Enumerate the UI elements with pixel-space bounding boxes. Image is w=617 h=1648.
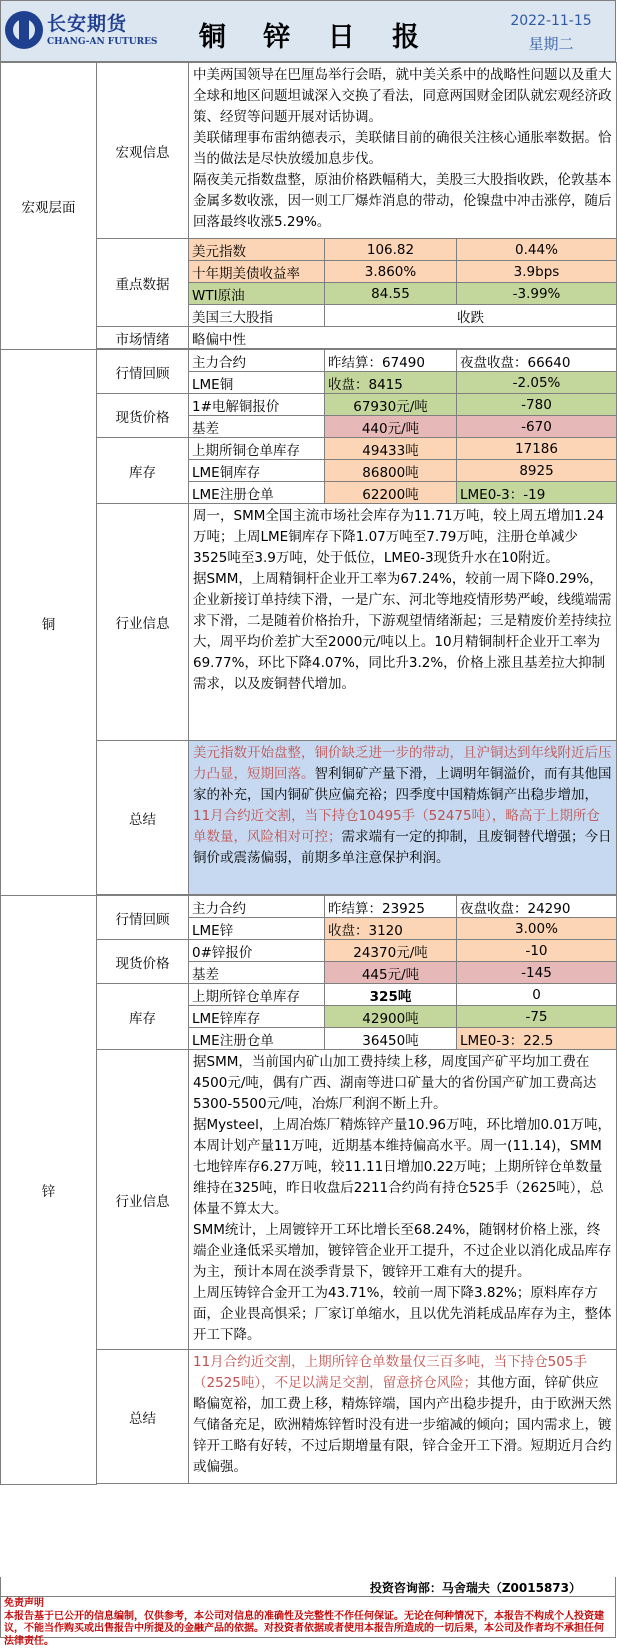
zinc-spot-change: -10: [457, 940, 617, 962]
key-row-name: 美国三大股指: [189, 305, 325, 327]
copper-main-contract: 主力合约: [189, 350, 325, 372]
section-copper: 铜: [1, 350, 97, 896]
inv-row-change: LME0-3：22.5: [457, 1028, 617, 1050]
zinc-main-contract: 主力合约: [189, 896, 325, 918]
copper-industry-label: 行业信息: [97, 504, 189, 741]
zinc-lme-close: 收盘：3120: [325, 918, 457, 940]
key-row-name: 十年期美债收益率: [189, 261, 325, 283]
inv-row-change: -75: [457, 1006, 617, 1028]
summary-highlight: 美元指数开始盘整，铜价缺乏进一步的带动，且沪铜达到年线附近后压力凸显，短期回落。: [193, 745, 612, 782]
copper-spot-label: 现货价格: [97, 394, 189, 438]
inv-row-value: 325吨: [325, 984, 457, 1006]
analyst-signature: [0, 1577, 616, 1597]
copper-spot-value: 67930元/吨: [325, 394, 457, 416]
key-row-value: 84.55: [325, 283, 457, 305]
summary-body: 智利铜矿产量下滑，上调明年铜溢价，而有其他国家的补充，国内铜矿供应偏充裕；四季度中国精炼铜产出稳步增加，: [193, 766, 612, 803]
copper-prev-settle: 昨结算：67490: [325, 350, 457, 372]
report-weekday: 星期二: [491, 33, 611, 54]
copper-basis-change: -670: [457, 416, 617, 438]
copper-inv-label: 库存: [97, 438, 189, 504]
summary-body: 需求端有一定的抑制，且废铜替代增强；今日铜价或震荡偏弱，前期多单注意保护利润。: [193, 829, 612, 866]
zinc-lme-name: LME锌: [189, 918, 325, 940]
zinc-lme-change: 3.00%: [457, 918, 617, 940]
disclaimer: [0, 1597, 616, 1638]
zinc-prev-settle: 昨结算：23925: [325, 896, 457, 918]
zinc-industry-label: 行业信息: [97, 1050, 189, 1350]
zinc-spot-label: 现货价格: [97, 940, 189, 984]
inv-row-name: LME注册仓单: [189, 1028, 325, 1050]
zinc-summary-text: [189, 1350, 617, 1484]
inv-row-change: 17186: [457, 438, 617, 460]
key-row-change: 3.9bps: [457, 261, 617, 283]
copper-spot-name: 1#电解铜报价: [189, 394, 325, 416]
brand-name-cn: 长安期货: [47, 9, 127, 36]
report-header: [0, 0, 616, 62]
summary-highlight: 11月合约近交割，上期所锌仓单数量仅三百多吨，当下持仓505手（2525吨），不足以满足交割，留意挤仓风险；: [193, 1354, 587, 1391]
zinc-basis-name: 基差: [189, 962, 325, 984]
zinc-review-label: 行情回顾: [97, 896, 189, 940]
section-macro: 宏观层面: [1, 63, 97, 350]
copper-lme-change: -2.05%: [457, 372, 617, 394]
signature-text: 投资咨询部：马舍瑞夫（Z0015873）: [370, 1579, 581, 1596]
report-date: 2022-11-15: [491, 13, 611, 29]
zinc-night-close: 夜盘收盘：24290: [457, 896, 617, 918]
key-row-change: 0.44%: [457, 239, 617, 261]
sentiment-label: 市场情绪: [97, 327, 189, 349]
inv-row-name: 上期所锌仓单库存: [189, 984, 325, 1006]
inv-row-value: 49433吨: [325, 438, 457, 460]
copper-review-label: 行情回顾: [97, 350, 189, 394]
inv-row-change: LME0-3：-19: [457, 482, 617, 504]
zinc-basis-change: -145: [457, 962, 617, 984]
zinc-spot-name: 0#锌报价: [189, 940, 325, 962]
copper-basis-value: 440元/吨: [325, 416, 457, 438]
sentiment-value: 略偏中性: [189, 327, 617, 349]
zinc-summary-label: 总结: [97, 1350, 189, 1484]
zinc-basis-value: 445元/吨: [325, 962, 457, 984]
inv-row-value: 36450吨: [325, 1028, 457, 1050]
copper-industry-text: 周一，SMM全国主流市场社会库存为11.71万吨，较上周五增加1.24万吨；上周LME铜库存下降1.07万吨至7.79万吨，注册仓单减少3525吨至3.9万吨，处于低位，LME0-3现货升水在10附近。 据SMM，上周精铜杆企业开工率为67.24%，较前一周下降0.29%，企业新接订单持续下滑，一是广东、河北等地疫情形势严峻，线缆端需求下滑，二是随着价格抬升，下游观望情绪渐起；三是精废价差持续拉大，周平均价差扩大至2000元/吨以上。10月精铜制杆企业开工率为69.77%，环比下降4.07%，同比升3.2%，价格上涨且基差拉大抑制需求，以及废铜替代增加。: [189, 504, 617, 741]
company-logo: [5, 7, 133, 57]
inv-row-value: 86800吨: [325, 460, 457, 482]
report-table: [0, 62, 617, 1485]
copper-basis-name: 基差: [189, 416, 325, 438]
section-zinc: 锌: [1, 896, 97, 1485]
zinc-inv-label: 库存: [97, 984, 189, 1050]
summary-highlight: 11月合约近交割，当下持仓10495手（52475吨），略高于上期所仓单数量，风险相对可控；: [193, 808, 600, 845]
copper-lme-close: 收盘：8415: [325, 372, 457, 394]
inv-row-name: LME注册仓单: [189, 482, 325, 504]
summary-body: 其他方面，锌矿供应略偏宽裕，加工费上移，精炼锌端，国内产出稳步提升，由于欧洲天然气储备充足，欧洲精炼锌暂时没有进一步缩减的倾向；国内需求上，镀锌开工略有好转，不过后期增量有限，锌合金开工下滑。短期近月合约或偏强。: [193, 1375, 612, 1475]
key-row-name: WTI原油: [189, 283, 325, 305]
inv-row-value: 42900吨: [325, 1006, 457, 1028]
copper-spot-change: -780: [457, 394, 617, 416]
inv-row-name: 上期所铜仓单库存: [189, 438, 325, 460]
zinc-industry-text: 据SMM，当前国内矿山加工费持续上移，周度国产矿平均加工费在4500元/吨，偶有广西、湖南等进口矿量大的省份国产矿加工费高达5300-5500元/吨，冶炼厂利润不断上升。 据Mysteel，上周冶炼厂精炼锌产量10.96万吨，环比增加0.01万吨，本周计划产量11万吨，近期基本维持偏高水平。周一(11.14)，SMM七地锌库存6.27万吨，较11.11日增加0.22万吨；上期所锌仓单数量维持在325吨，昨日收盘后2211合约尚有持仓525手（2625吨），总体量不算太大。 SMM统计，上周镀锌开工环比增长至68.24%，随钢材价格上涨，终端企业逢低采买增加，镀锌管企业开工提升，不过企业以消化成品库存为主，预计本周在淡季背景下，镀锌开工难有大的提升。 上周压铸锌合金开工为43.71%，较前一周下降3.82%；原料库存方面，企业畏高惧采；厂家订单缩水，且以优先消耗成品库存为主，整体开工下降。: [189, 1050, 617, 1350]
brand-name-en: CHANG-AN FUTURES: [47, 37, 157, 47]
copper-summary-text: [189, 741, 617, 895]
logo-emblem-icon: [5, 11, 43, 49]
macro-info-text: 中美两国领导在巴厘岛举行会晤，就中美关系中的战略性问题以及重大全球和地区问题坦诚深入交换了看法，同意两国财金团队就宏观经济政策、经贸等问题开展对话协调。 美联储理事布雷纳德表示，美联储目前的确很关注核心通胀率数据。恰当的做法是尽快放缓加息步伐。 隔夜美元指数盘整，原油价格跌幅稍大，美股三大股指收跌，伦敦基本金属多数收涨，因一则工厂爆炸消息的带动，伦镍盘中冲击涨停，随后回落最终收涨5.29%。: [189, 63, 617, 239]
key-row-name: 美元指数: [189, 239, 325, 261]
disclaimer-text: 本报告基于已公开的信息编制，仅供参考，本公司对信息的准确性及完整性不作任何保证。无论在何种情况下，本报告不构成个人投资建议，不能当作购买或出售报告中所提及的金融产品的依据。对投资者依据或者使用本报告所造成的一切后果，本公司及作者均不承担任何法律责任。: [4, 1611, 612, 1648]
key-row-value: 106.82: [325, 239, 457, 261]
macro-key-label: 重点数据: [97, 239, 189, 327]
disclaimer-title: 免责声明: [4, 1598, 612, 1611]
report-title: 铜 锌 日 报: [191, 15, 441, 54]
copper-lme-name: LME铜: [189, 372, 325, 394]
key-row-value: 3.860%: [325, 261, 457, 283]
inv-row-change: 0: [457, 984, 617, 1006]
macro-info-label: 宏观信息: [97, 63, 189, 239]
inv-row-change: 8925: [457, 460, 617, 482]
copper-night-close: 夜盘收盘：66640: [457, 350, 617, 372]
inv-row-value: 62200吨: [325, 482, 457, 504]
inv-row-name: LME锌库存: [189, 1006, 325, 1028]
copper-summary-label: 总结: [97, 741, 189, 895]
key-row-value: 收跌: [325, 305, 617, 327]
inv-row-name: LME铜库存: [189, 460, 325, 482]
zinc-spot-value: 24370元/吨: [325, 940, 457, 962]
key-row-change: -3.99%: [457, 283, 617, 305]
